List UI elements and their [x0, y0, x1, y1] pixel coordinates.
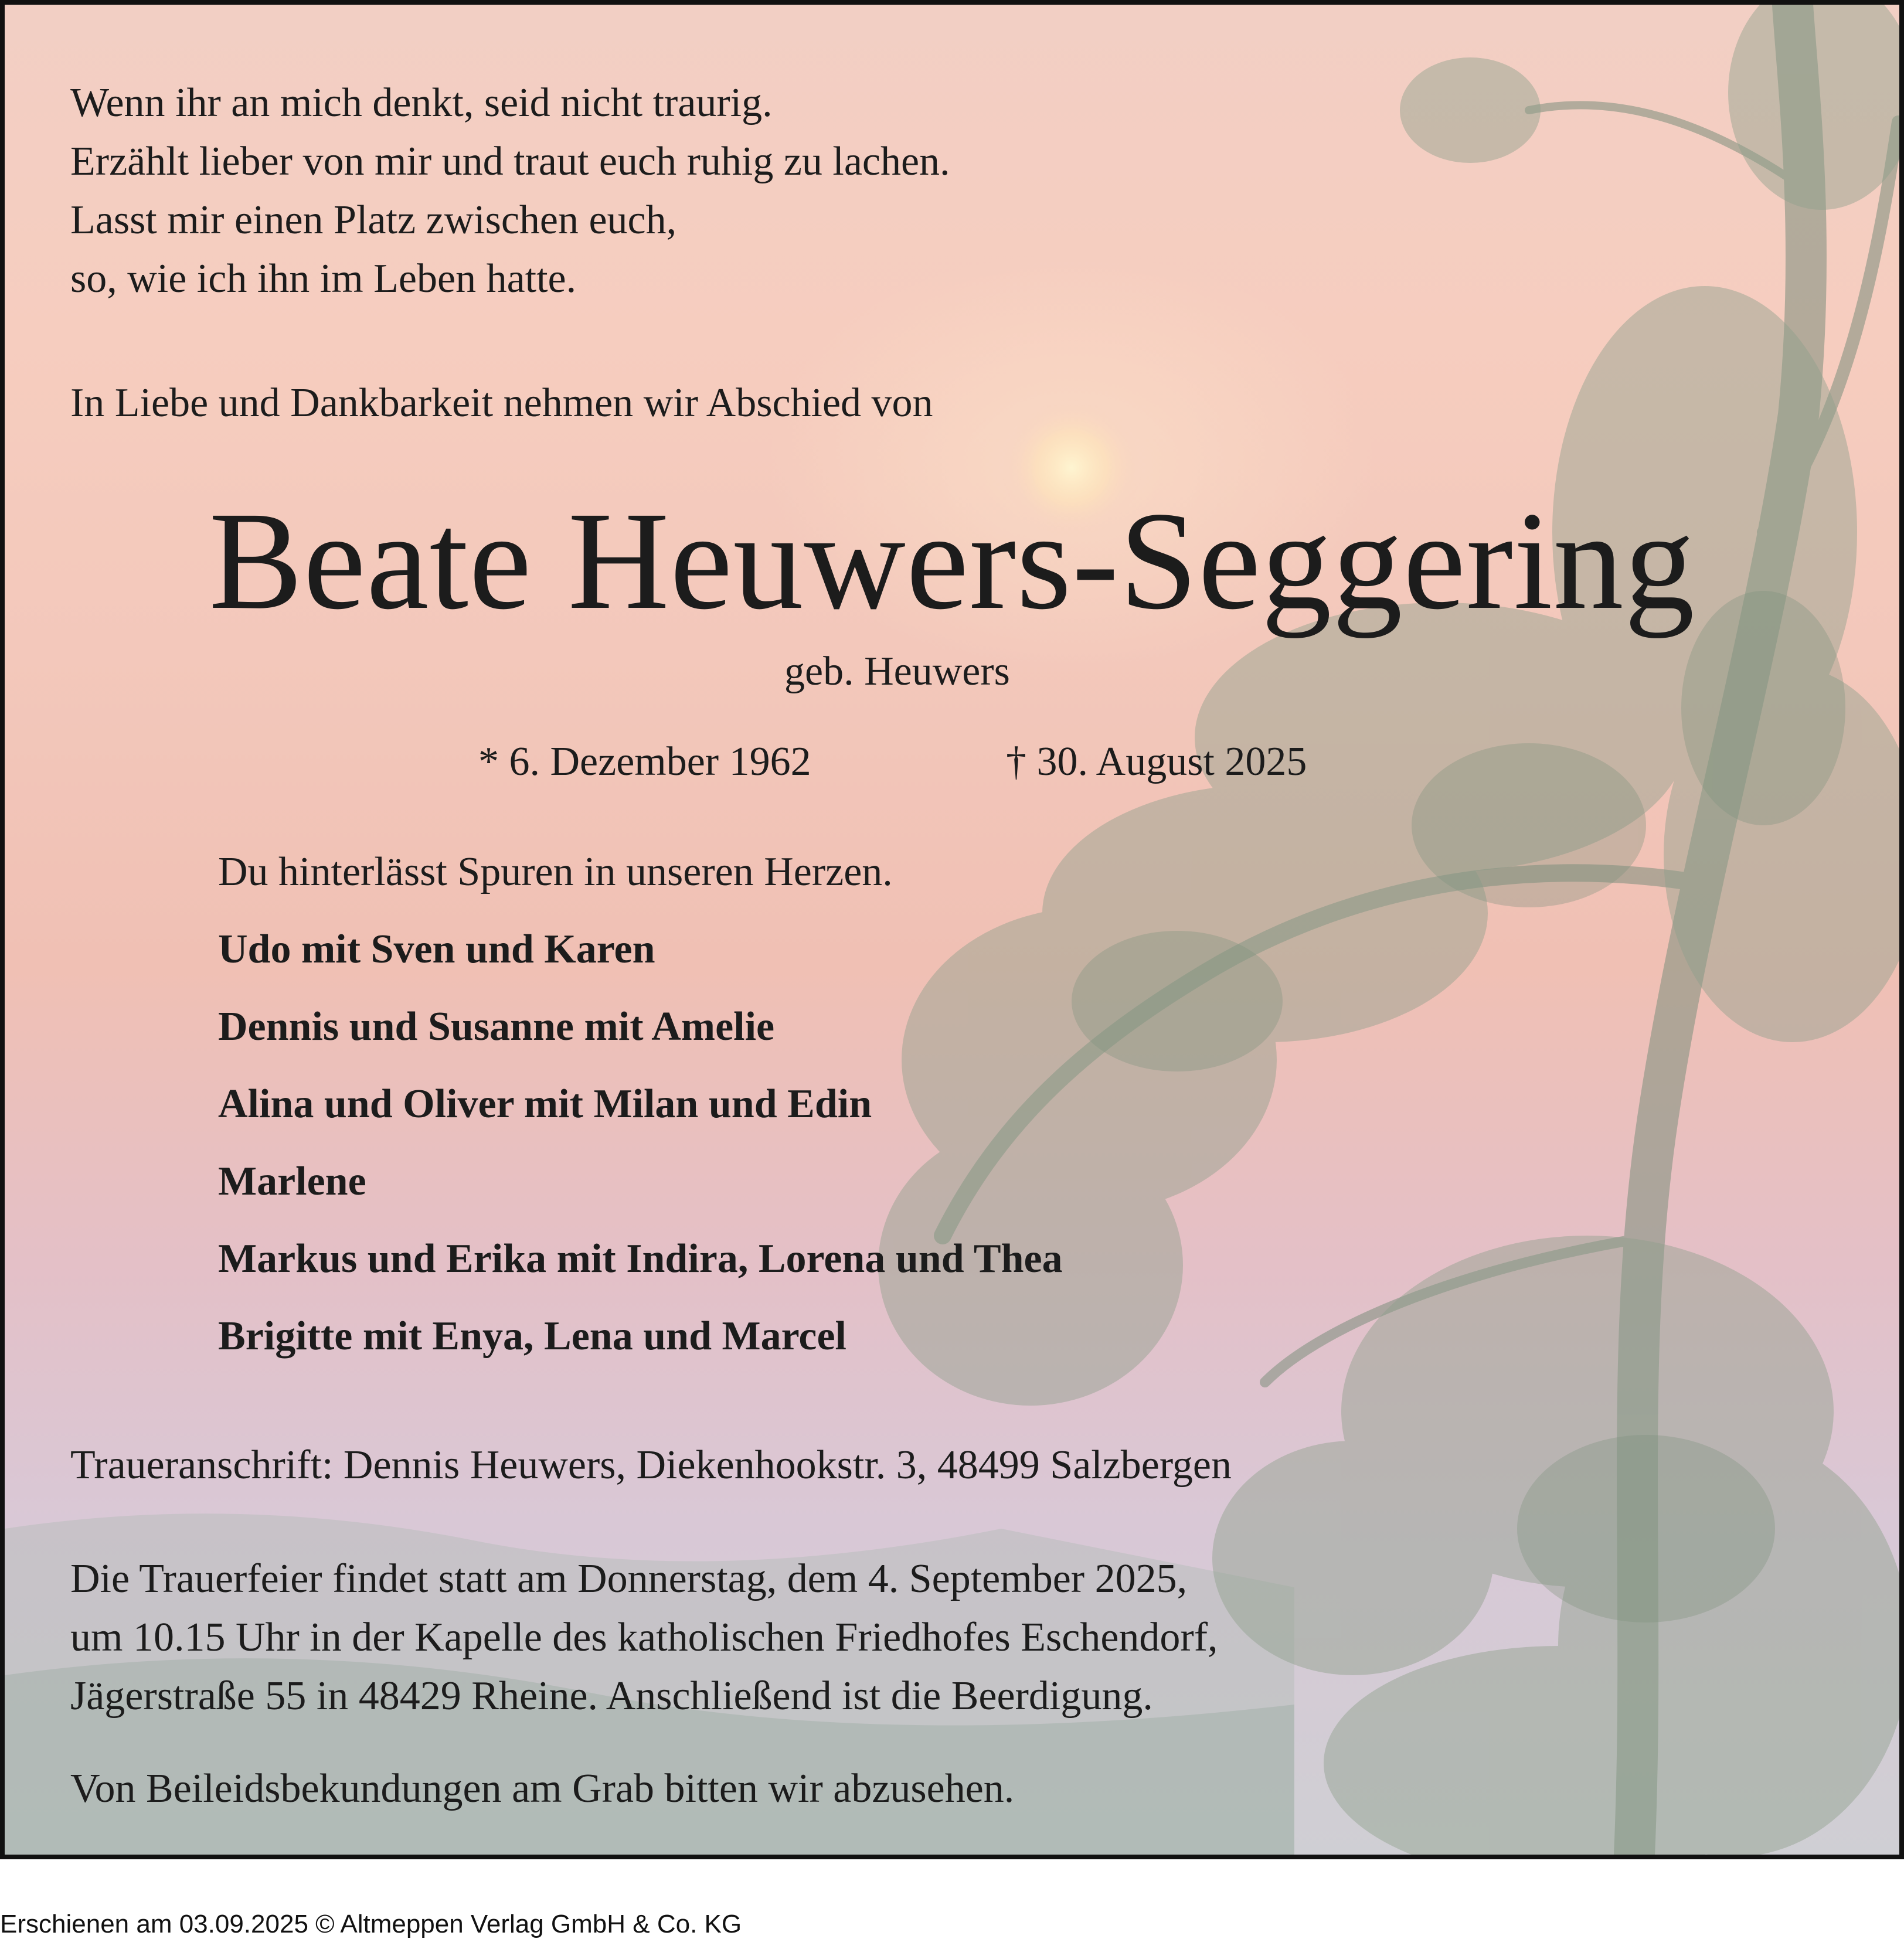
poem-line: so, wie ich ihn im Leben hatte.	[70, 256, 577, 301]
family-member: Brigitte mit Enya, Lena und Marcel	[218, 1314, 846, 1359]
tribute-line: Du hinterlässt Spuren in unseren Herzen.	[218, 849, 893, 894]
ceremony-line: Die Trauerfeier findet statt am Donnerstag, dem 4. September 2025,	[70, 1556, 1188, 1601]
ceremony-details	[70, 1550, 1218, 1726]
publication-footer: Erschienen am 03.09.2025 © Altmeppen Verlag GmbH & Co. KG	[0, 1910, 742, 1938]
poem-line: Erzählt lieber von mir und traut euch ruhig zu lachen.	[70, 139, 950, 184]
maiden-name: geb. Heuwers	[784, 649, 1010, 694]
poem-line: Lasst mir einen Platz zwischen euch,	[70, 198, 677, 243]
family-member: Dennis und Susanne mit Amelie	[218, 1004, 775, 1049]
condolences-note: Von Beileidsbekundungen am Grab bitten wir abzusehen.	[70, 1766, 1015, 1811]
poem	[70, 74, 950, 308]
family-member: Marlene	[218, 1159, 366, 1204]
family-member: Udo mit Sven und Karen	[218, 927, 655, 972]
death-date: † 30. August 2025	[1006, 739, 1307, 784]
deceased-name: Beate Heuwers-Seggering	[209, 482, 1695, 638]
family-member: Markus und Erika mit Indira, Lorena und Thea	[218, 1236, 1063, 1281]
ceremony-line: Jägerstraße 55 in 48429 Rheine. Anschließend ist die Beerdigung.	[70, 1673, 1153, 1719]
family-member: Alina und Oliver mit Milan und Edin	[218, 1081, 872, 1127]
farewell-intro: In Liebe und Dankbarkeit nehmen wir Abschied von	[70, 380, 933, 426]
poem-line: Wenn ihr an mich denkt, seid nicht traurig.	[70, 80, 773, 125]
birth-date: * 6. Dezember 1962	[478, 739, 811, 784]
mourning-address: Traueranschrift: Dennis Heuwers, Diekenhookstr. 3, 48499 Salzbergen	[70, 1443, 1232, 1488]
ceremony-line: um 10.15 Uhr in der Kapelle des katholischen Friedhofes Eschendorf,	[70, 1615, 1218, 1660]
